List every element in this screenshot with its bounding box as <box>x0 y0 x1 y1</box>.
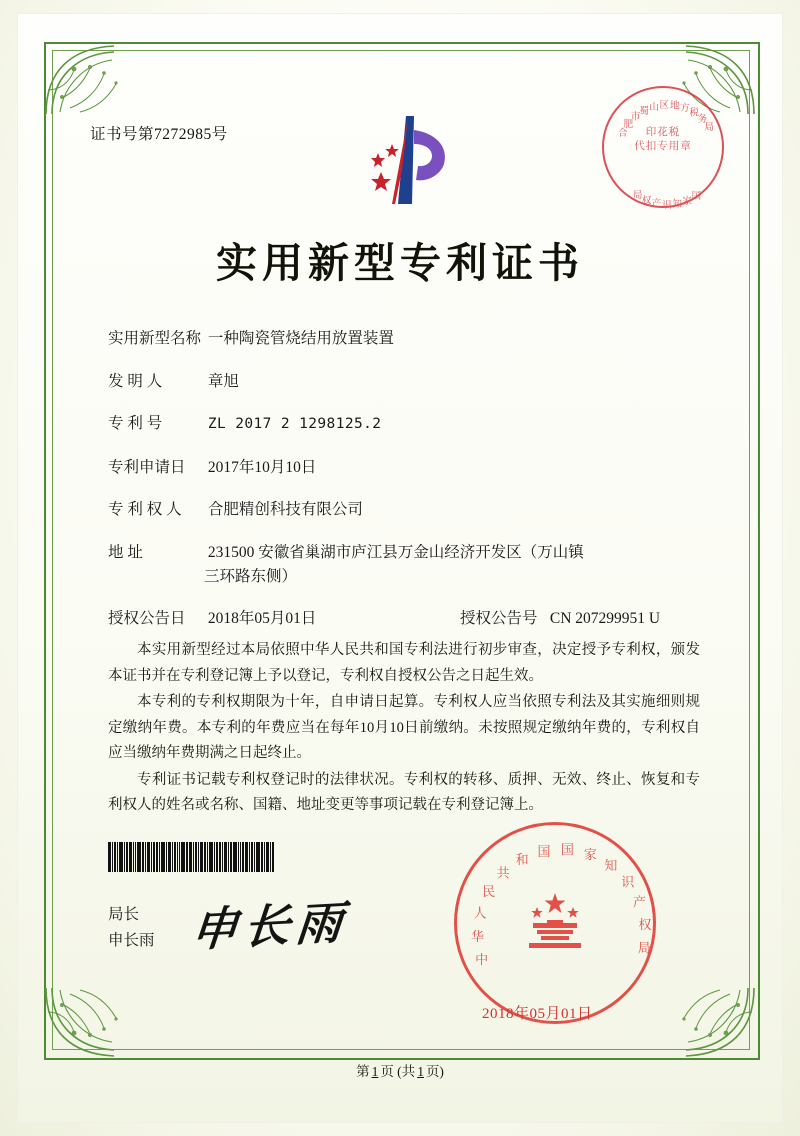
legal-paragraph: 专利证书记载专利权登记时的法律状况。专利权的转移、质押、无效、终止、恢复和专利权人的姓名或名称、国籍、地址变更等事项记载在专利登记簿上。 <box>108 771 700 813</box>
field-value: ZL 2017 2 1298125.2 <box>207 416 382 432</box>
field-row-announcement <box>108 608 704 629</box>
field-label: 发 明 人 <box>108 372 163 390</box>
field-value-announce-no: CN 207299951 U <box>549 610 661 627</box>
certificate-number: 证书号第7272985号 <box>90 126 228 143</box>
field-label: 专 利 权 人 <box>108 501 182 518</box>
field-value: 一种陶瓷管烧结用放置装置 <box>207 330 394 347</box>
field-row-address <box>108 542 704 587</box>
announcement-number-group <box>460 608 660 629</box>
seal-date: 2018年05月01日 <box>482 1006 593 1022</box>
field-label: 专利申请日 <box>108 458 186 476</box>
patent-fields <box>108 328 704 651</box>
field-label: 地 址 <box>108 543 143 561</box>
field-label-announce-no: 授权公告号 <box>460 610 538 627</box>
field-row <box>108 371 704 392</box>
field-row <box>108 328 704 349</box>
legal-paragraph: 本专利的专利权期限为十年，自申请日起算。专利权人应当依照专利法及其实施细则规定缴纳年费。本专利的年费应当在每年10月10日前缴纳。未按照规定缴纳年费的，专利权自应当缴纳年费期满之日起终止。 <box>108 694 700 761</box>
seal-arc-bottom-text: 国 家 知 识 产 权 局 <box>632 190 702 211</box>
signature-block <box>108 902 155 954</box>
field-value-line2: 三环路东侧） <box>204 567 298 585</box>
tax-stamp-seal <box>602 86 724 211</box>
page-footer <box>52 1060 748 1080</box>
certificate-content <box>52 50 748 1079</box>
footer-suffix: 页) <box>425 1064 444 1079</box>
signature-name: 申长雨 <box>108 932 155 949</box>
barcode <box>108 842 324 872</box>
footer-middle: 页 (共 <box>380 1064 416 1079</box>
field-value-announce-date: 2018年05月01日 <box>207 610 317 627</box>
signature-title: 局长 <box>108 906 140 923</box>
national-office-seal: 中 华 人 民 共 和 国 国 家 知 识 产 权 局 <box>454 822 656 1024</box>
footer-total-pages: 1 <box>417 1064 424 1079</box>
field-value: 章旭 <box>207 372 239 390</box>
national-emblem-icon <box>519 887 591 959</box>
cnipa-logo-icon <box>348 108 468 218</box>
handwritten-signature: 申长雨 <box>188 896 351 957</box>
field-row <box>108 413 704 435</box>
footer-page-number: 1 <box>371 1064 379 1079</box>
seal-arc-top-text: 合 肥 市 蜀 山 区 地 方 税 务 局 <box>618 101 714 140</box>
field-value: 231500 安徽省巢湖市庐江县万金山经济开发区（万山镇 <box>207 543 584 561</box>
page-title: 实用新型专利证书 <box>216 240 584 286</box>
legal-paragraph: 本实用新型经过本局依照中华人民共和国专利法进行初步审查，决定授予专利权，颁发本证书并在专利登记簿上予以登记，专利权自授权公告之日起生效。 <box>108 642 700 684</box>
field-label-announce-date: 授权公告日 <box>108 610 186 627</box>
footer-prefix: 第 <box>356 1064 370 1079</box>
field-value: 2017年10月10日 <box>207 458 317 476</box>
field-row <box>108 499 704 520</box>
field-row <box>108 457 704 478</box>
field-value: 合肥精创科技有限公司 <box>207 501 363 518</box>
legal-text <box>108 638 700 820</box>
field-label: 实用新型名称 <box>108 330 202 347</box>
seal-center-line1: 印花税 <box>645 127 681 138</box>
field-label: 专 利 号 <box>108 415 163 432</box>
seal-center-line2: 代扣专用章 <box>634 141 692 152</box>
